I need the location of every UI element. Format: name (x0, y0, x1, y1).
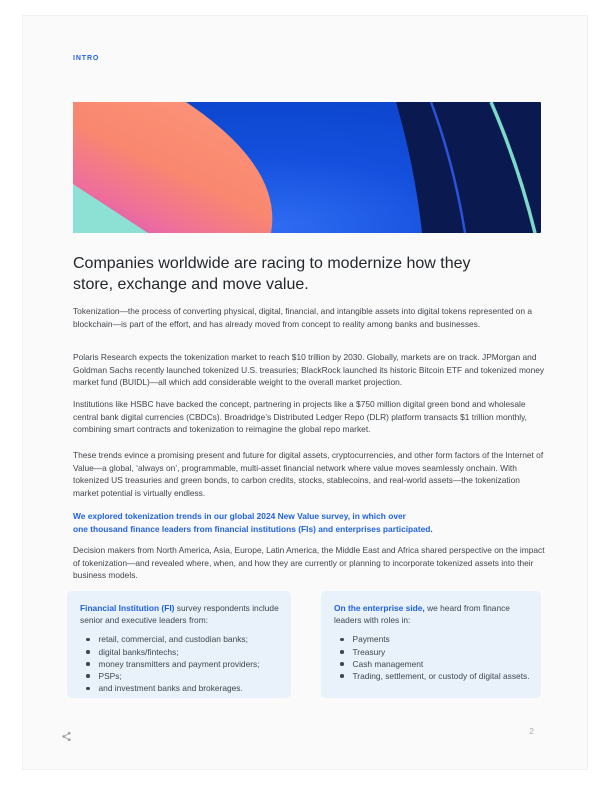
body-paragraph: Tokenization—the process of converting physical, digital, financial, and intangible assets into digital tokens represented on a blockchain—is part of the effort, and has already moved from concept to reality among banks and businesses. (73, 306, 533, 329)
bullet-icon (86, 650, 90, 654)
list-item-text: PSPs; (98, 671, 122, 682)
infobox-lead-text: Financial Institution (FI) (80, 603, 175, 613)
financial-institution-infobox (67, 591, 291, 698)
abstract-gradient-graphic (73, 102, 541, 233)
page-title-line-1: Companies worldwide are racing to modernize how they (73, 254, 471, 272)
page-title-line-2: store, exchange and move value. (73, 275, 309, 293)
bullet-icon (86, 638, 90, 642)
highlight-paragraph (73, 510, 545, 535)
section-eyebrow: INTRO (73, 55, 100, 62)
infobox-heading (334, 602, 530, 626)
bullet-icon (340, 662, 344, 666)
page-title (73, 253, 553, 295)
list-item-text: and investment banks and brokerages. (98, 683, 243, 694)
list-item (80, 670, 280, 682)
bullet-icon (340, 650, 344, 654)
document-page (22, 15, 588, 770)
infobox-lead-text: On the enterprise side, (334, 603, 425, 613)
body-paragraph: These trends evince a promising present and future for digital assets, cryptocurrencies, and other form factors of the Internet of Value—a global, ‘always on’, programmable, multi-asset financial network where value moves seamlessly onchain. With tokenized US treasuries and green bonds, to carbon credits, stocks, stablecoins, and real-world assets—the tokenization market potential is virtually endless. (73, 450, 544, 498)
body-paragraph: Polaris Research expects the tokenization market to reach $10 trillion by 2030. Globally, markets are on track. JPMorgan and Goldman Sachs recently launched tokenized U.S. treasuries; BlackRock launched its historic Bitcoin ETF and tokenized money market fund (BUIDL)—all which add considerable weight to the overall market projection. (73, 352, 545, 388)
list-item (80, 682, 280, 694)
bullet-icon (340, 638, 344, 642)
list-item (80, 658, 280, 670)
list-item-text: digital banks/fintechs; (98, 646, 179, 657)
list-item-text: Treasury (352, 646, 386, 657)
list-item-text: Cash management (352, 658, 424, 669)
page-number: 2 (529, 726, 534, 736)
bullet-icon (86, 662, 90, 666)
list-item (334, 670, 530, 682)
infobox-rest-text: we heard from finance leaders with roles in: (334, 603, 510, 626)
list-item (80, 646, 280, 658)
highlight-line-2: one thousand finance leaders from financial institutions (FIs) and enterprises participated. (73, 523, 433, 534)
list-item (334, 658, 530, 670)
list-item-text: retail, commercial, and custodian banks; (98, 634, 248, 645)
bullet-icon (340, 674, 344, 678)
hero-banner-image (73, 102, 541, 233)
body-paragraph: Institutions like HSBC have backed the concept, partnering in projects like a $750 million digital green bond and wholesale central bank digital currencies (CBDCs). Broadridge’s Distributed Ledger Repo (DLR) platform transacts $1 trillion monthly, combining smart contracts and tokenization to reimagine the global repo market. (73, 399, 527, 435)
bullet-list (334, 633, 530, 682)
list-item-text: money transmitters and payment providers; (98, 658, 260, 669)
highlight-line-1: We explored tokenization trends in our global 2024 New Value survey, in which over (73, 511, 406, 522)
list-item-text: Trading, settlement, or custody of digital assets. (352, 671, 530, 682)
enterprise-infobox (321, 591, 541, 698)
infobox-rest-text: survey respondents include senior and executive leaders from: (80, 603, 279, 626)
bullet-icon (86, 687, 90, 691)
list-item (80, 633, 280, 645)
body-paragraph: Decision makers from North America, Asia, Europe, Latin America, the Middle East and Africa shared perspective on the impact of tokenization—and revealed where, when, and how they are currently or planning to incorporate tokenized assets into their business models. (73, 545, 545, 581)
share-icon[interactable] (61, 729, 72, 740)
bullet-icon (86, 674, 90, 678)
list-item (334, 633, 530, 645)
infobox-heading (80, 602, 280, 626)
list-item (334, 646, 530, 658)
bullet-list (80, 633, 280, 694)
list-item-text: Payments (352, 634, 390, 645)
